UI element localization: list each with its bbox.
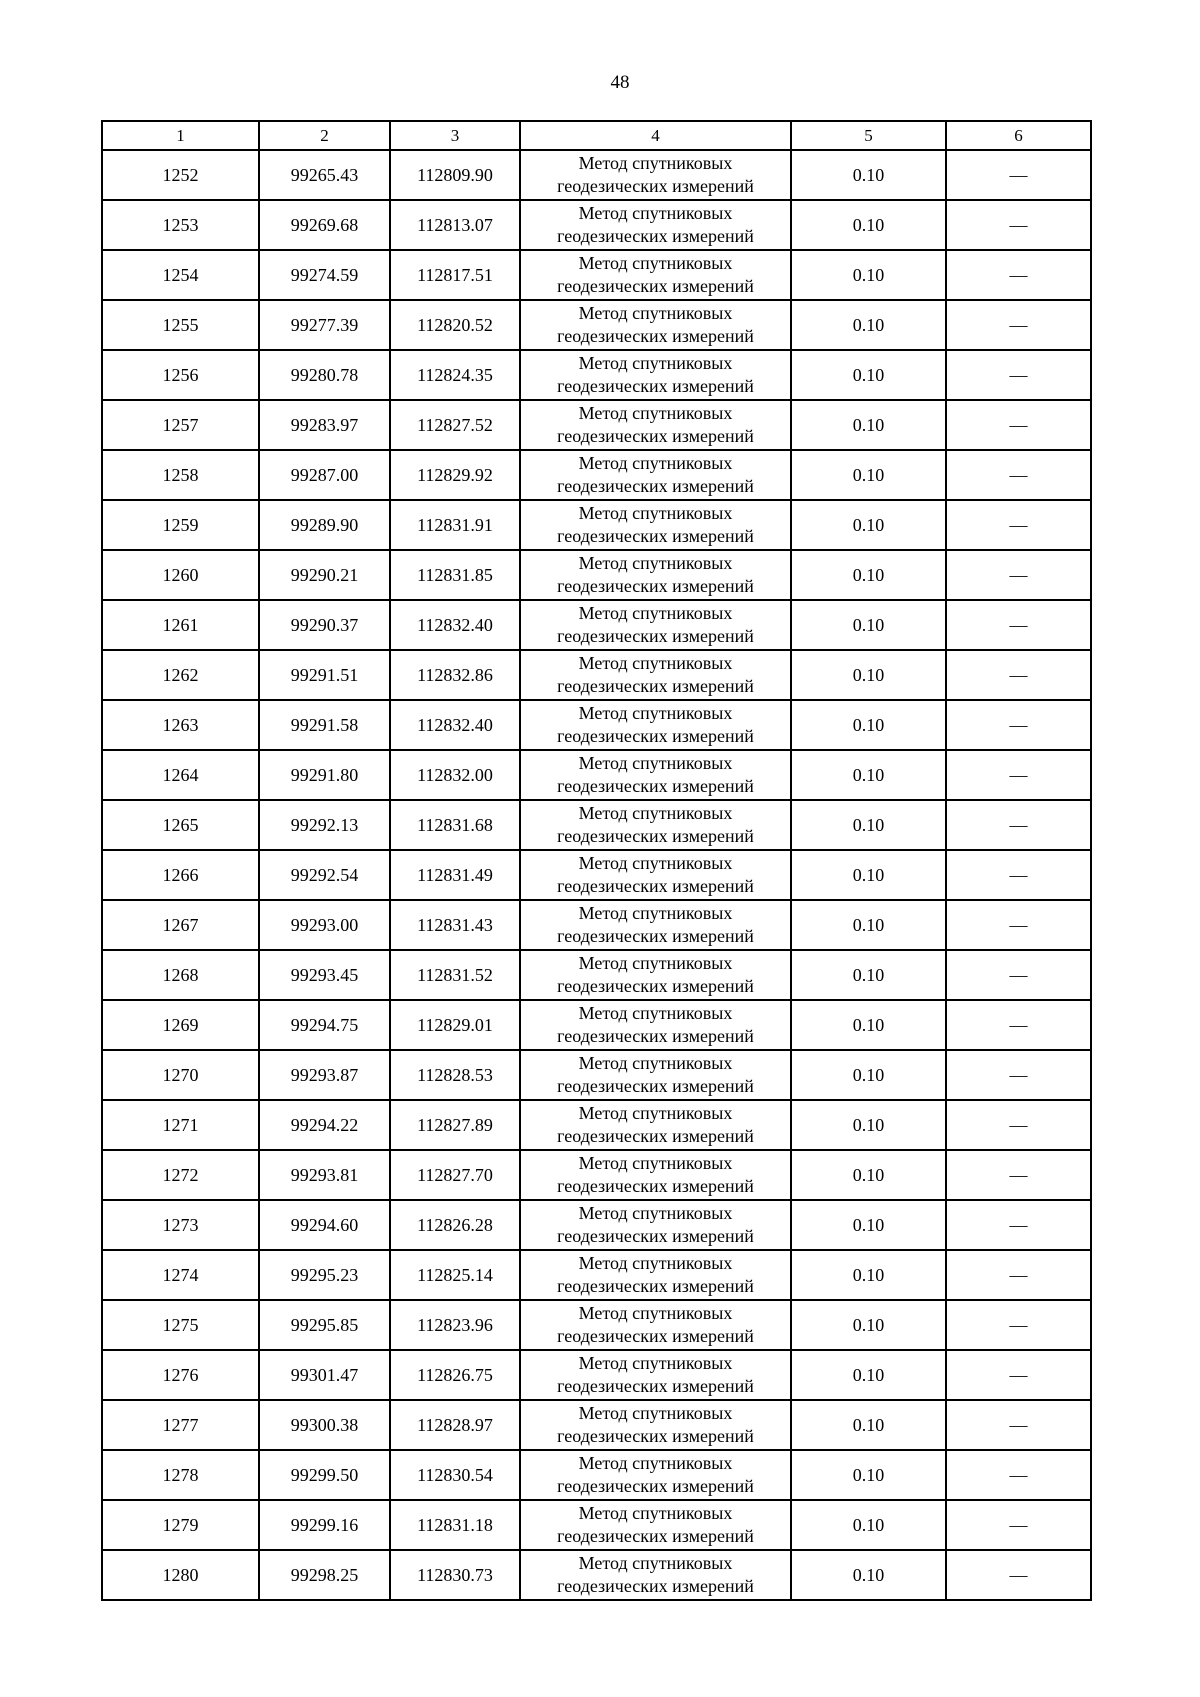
point-number-cell: 1272: [102, 1150, 259, 1200]
method-cell: [520, 200, 791, 250]
y-coordinate-cell: 112826.75: [390, 1350, 520, 1400]
accuracy-cell: 0.10: [791, 1450, 946, 1500]
method-line-1: Метод спутниковых: [578, 603, 733, 623]
y-coordinate-cell: 112829.01: [390, 1000, 520, 1050]
method-line-2: геодезических измерений: [557, 1376, 754, 1396]
y-coordinate-cell: 112809.90: [390, 150, 520, 200]
y-coordinate-cell: 112831.68: [390, 800, 520, 850]
note-cell: —: [946, 350, 1091, 400]
method-line-2: геодезических измерений: [557, 676, 754, 696]
point-number-cell: 1265: [102, 800, 259, 850]
method-cell: [520, 1100, 791, 1150]
accuracy-cell: 0.10: [791, 450, 946, 500]
accuracy-cell: 0.10: [791, 1300, 946, 1350]
note-cell: —: [946, 1500, 1091, 1550]
method-line-1: Метод спутниковых: [578, 1403, 733, 1423]
accuracy-cell: 0.10: [791, 250, 946, 300]
x-coordinate-cell: 99298.25: [259, 1550, 390, 1600]
accuracy-cell: 0.10: [791, 350, 946, 400]
table-row: [102, 350, 1091, 400]
point-number-cell: 1275: [102, 1300, 259, 1350]
x-coordinate-cell: 99295.85: [259, 1300, 390, 1350]
table-row: [102, 1300, 1091, 1350]
note-cell: —: [946, 150, 1091, 200]
y-coordinate-cell: 112831.49: [390, 850, 520, 900]
method-line-2: геодезических измерений: [557, 1426, 754, 1446]
table-row: [102, 600, 1091, 650]
point-number-cell: 1271: [102, 1100, 259, 1150]
accuracy-cell: 0.10: [791, 600, 946, 650]
y-coordinate-cell: 112831.43: [390, 900, 520, 950]
note-cell: —: [946, 950, 1091, 1000]
method-line-1: Метод спутниковых: [578, 953, 733, 973]
y-coordinate-cell: 112831.18: [390, 1500, 520, 1550]
note-cell: —: [946, 850, 1091, 900]
point-number-cell: 1256: [102, 350, 259, 400]
x-coordinate-cell: 99291.51: [259, 650, 390, 700]
x-coordinate-cell: 99291.80: [259, 750, 390, 800]
x-coordinate-cell: 99293.45: [259, 950, 390, 1000]
method-line-2: геодезических измерений: [557, 1276, 754, 1296]
table-row: [102, 150, 1091, 200]
table-row: [102, 300, 1091, 350]
x-coordinate-cell: 99289.90: [259, 500, 390, 550]
table-row: [102, 850, 1091, 900]
method-line-1: Метод спутниковых: [578, 1203, 733, 1223]
x-coordinate-cell: 99290.37: [259, 600, 390, 650]
method-cell: [520, 650, 791, 700]
x-coordinate-cell: 99292.54: [259, 850, 390, 900]
point-number-cell: 1254: [102, 250, 259, 300]
table-row: [102, 1500, 1091, 1550]
note-cell: —: [946, 900, 1091, 950]
method-line-1: Метод спутниковых: [578, 1153, 733, 1173]
method-cell: [520, 950, 791, 1000]
accuracy-cell: 0.10: [791, 850, 946, 900]
method-line-1: Метод спутниковых: [578, 803, 733, 823]
x-coordinate-cell: 99292.13: [259, 800, 390, 850]
point-number-cell: 1277: [102, 1400, 259, 1450]
note-cell: —: [946, 1250, 1091, 1300]
method-line-2: геодезических измерений: [557, 1226, 754, 1246]
accuracy-cell: 0.10: [791, 650, 946, 700]
note-cell: —: [946, 550, 1091, 600]
method-line-2: геодезических измерений: [557, 376, 754, 396]
accuracy-cell: 0.10: [791, 400, 946, 450]
x-coordinate-cell: 99299.50: [259, 1450, 390, 1500]
method-line-2: геодезических измерений: [557, 1326, 754, 1346]
point-number-cell: 1263: [102, 700, 259, 750]
header-col-6: 6: [946, 121, 1091, 150]
table-row: [102, 750, 1091, 800]
y-coordinate-cell: 112820.52: [390, 300, 520, 350]
header-col-2: 2: [259, 121, 390, 150]
method-cell: [520, 1200, 791, 1250]
y-coordinate-cell: 112825.14: [390, 1250, 520, 1300]
note-cell: —: [946, 1450, 1091, 1500]
method-line-2: геодезических измерений: [557, 926, 754, 946]
y-coordinate-cell: 112827.89: [390, 1100, 520, 1150]
accuracy-cell: 0.10: [791, 700, 946, 750]
note-cell: —: [946, 650, 1091, 700]
point-number-cell: 1252: [102, 150, 259, 200]
method-cell: [520, 1300, 791, 1350]
method-line-1: Метод спутниковых: [578, 753, 733, 773]
table-row: [102, 1450, 1091, 1500]
x-coordinate-cell: 99294.22: [259, 1100, 390, 1150]
y-coordinate-cell: 112827.70: [390, 1150, 520, 1200]
accuracy-cell: 0.10: [791, 1200, 946, 1250]
note-cell: —: [946, 1000, 1091, 1050]
table-row: [102, 400, 1091, 450]
method-cell: [520, 1150, 791, 1200]
accuracy-cell: 0.10: [791, 550, 946, 600]
y-coordinate-cell: 112828.53: [390, 1050, 520, 1100]
method-cell: [520, 1450, 791, 1500]
table-row: [102, 650, 1091, 700]
method-line-1: Метод спутниковых: [578, 1253, 733, 1273]
table-row: [102, 1200, 1091, 1250]
point-number-cell: 1260: [102, 550, 259, 600]
y-coordinate-cell: 112828.97: [390, 1400, 520, 1450]
note-cell: —: [946, 800, 1091, 850]
point-number-cell: 1274: [102, 1250, 259, 1300]
x-coordinate-cell: 99300.38: [259, 1400, 390, 1450]
method-line-1: Метод спутниковых: [578, 453, 733, 473]
accuracy-cell: 0.10: [791, 500, 946, 550]
note-cell: —: [946, 700, 1091, 750]
note-cell: —: [946, 600, 1091, 650]
x-coordinate-cell: 99287.00: [259, 450, 390, 500]
x-coordinate-cell: 99274.59: [259, 250, 390, 300]
point-number-cell: 1273: [102, 1200, 259, 1250]
y-coordinate-cell: 112823.96: [390, 1300, 520, 1350]
x-coordinate-cell: 99269.68: [259, 200, 390, 250]
method-line-2: геодезических измерений: [557, 526, 754, 546]
method-line-2: геодезических измерений: [557, 426, 754, 446]
note-cell: —: [946, 250, 1091, 300]
method-cell: [520, 1250, 791, 1300]
point-number-cell: 1261: [102, 600, 259, 650]
method-cell: [520, 900, 791, 950]
x-coordinate-cell: 99301.47: [259, 1350, 390, 1400]
method-cell: [520, 450, 791, 500]
method-line-1: Метод спутниковых: [578, 1303, 733, 1323]
method-line-1: Метод спутниковых: [578, 153, 733, 173]
method-line-2: геодезических измерений: [557, 726, 754, 746]
method-line-2: геодезических измерений: [557, 1176, 754, 1196]
y-coordinate-cell: 112830.73: [390, 1550, 520, 1600]
header-col-4: 4: [520, 121, 791, 150]
x-coordinate-cell: 99294.75: [259, 1000, 390, 1050]
method-line-1: Метод спутниковых: [578, 703, 733, 723]
table-row: [102, 1350, 1091, 1400]
table-body: [102, 150, 1091, 1600]
method-line-1: Метод спутниковых: [578, 1353, 733, 1373]
note-cell: —: [946, 1100, 1091, 1150]
note-cell: —: [946, 500, 1091, 550]
point-number-cell: 1257: [102, 400, 259, 450]
method-line-1: Метод спутниковых: [578, 353, 733, 373]
y-coordinate-cell: 112827.52: [390, 400, 520, 450]
accuracy-cell: 0.10: [791, 1400, 946, 1450]
method-cell: [520, 250, 791, 300]
accuracy-cell: 0.10: [791, 1350, 946, 1400]
note-cell: —: [946, 1400, 1091, 1450]
note-cell: —: [946, 400, 1091, 450]
table-row: [102, 250, 1091, 300]
table-row: [102, 900, 1091, 950]
table-row: [102, 1400, 1091, 1450]
method-cell: [520, 300, 791, 350]
note-cell: —: [946, 1550, 1091, 1600]
method-cell: [520, 400, 791, 450]
y-coordinate-cell: 112832.86: [390, 650, 520, 700]
method-cell: [520, 350, 791, 400]
point-number-cell: 1259: [102, 500, 259, 550]
method-line-1: Метод спутниковых: [578, 1103, 733, 1123]
table-row: [102, 550, 1091, 600]
point-number-cell: 1268: [102, 950, 259, 1000]
method-line-1: Метод спутниковых: [578, 1553, 733, 1573]
header-col-1: 1: [102, 121, 259, 150]
method-line-1: Метод спутниковых: [578, 1453, 733, 1473]
method-line-2: геодезических измерений: [557, 226, 754, 246]
table-row: [102, 1150, 1091, 1200]
method-line-1: Метод спутниковых: [578, 553, 733, 573]
note-cell: —: [946, 1150, 1091, 1200]
x-coordinate-cell: 99295.23: [259, 1250, 390, 1300]
method-cell: [520, 1000, 791, 1050]
table-row: [102, 1100, 1091, 1150]
note-cell: —: [946, 1300, 1091, 1350]
y-coordinate-cell: 112831.52: [390, 950, 520, 1000]
method-cell: [520, 150, 791, 200]
method-cell: [520, 550, 791, 600]
method-line-2: геодезических измерений: [557, 276, 754, 296]
y-coordinate-cell: 112831.91: [390, 500, 520, 550]
method-line-1: Метод спутниковых: [578, 203, 733, 223]
method-line-2: геодезических измерений: [557, 1026, 754, 1046]
point-number-cell: 1278: [102, 1450, 259, 1500]
x-coordinate-cell: 99293.87: [259, 1050, 390, 1100]
point-number-cell: 1262: [102, 650, 259, 700]
method-cell: [520, 1350, 791, 1400]
point-number-cell: 1276: [102, 1350, 259, 1400]
header-col-3: 3: [390, 121, 520, 150]
accuracy-cell: 0.10: [791, 1500, 946, 1550]
note-cell: —: [946, 1350, 1091, 1400]
method-line-1: Метод спутниковых: [578, 1503, 733, 1523]
accuracy-cell: 0.10: [791, 950, 946, 1000]
method-line-1: Метод спутниковых: [578, 653, 733, 673]
point-number-cell: 1280: [102, 1550, 259, 1600]
x-coordinate-cell: 99294.60: [259, 1200, 390, 1250]
note-cell: —: [946, 750, 1091, 800]
method-cell: [520, 700, 791, 750]
method-cell: [520, 800, 791, 850]
method-line-1: Метод спутниковых: [578, 503, 733, 523]
method-line-2: геодезических измерений: [557, 1076, 754, 1096]
method-line-2: геодезических измерений: [557, 1126, 754, 1146]
table-row: [102, 1000, 1091, 1050]
y-coordinate-cell: 112813.07: [390, 200, 520, 250]
point-number-cell: 1269: [102, 1000, 259, 1050]
table-row: [102, 200, 1091, 250]
method-cell: [520, 1400, 791, 1450]
accuracy-cell: 0.10: [791, 1100, 946, 1150]
point-number-cell: 1264: [102, 750, 259, 800]
method-cell: [520, 500, 791, 550]
method-line-1: Метод спутниковых: [578, 253, 733, 273]
accuracy-cell: 0.10: [791, 1150, 946, 1200]
method-line-2: геодезических измерений: [557, 626, 754, 646]
method-line-2: геодезических измерений: [557, 826, 754, 846]
accuracy-cell: 0.10: [791, 900, 946, 950]
y-coordinate-cell: 112817.51: [390, 250, 520, 300]
table-row: [102, 1550, 1091, 1600]
x-coordinate-cell: 99283.97: [259, 400, 390, 450]
method-line-1: Метод спутниковых: [578, 403, 733, 423]
note-cell: —: [946, 300, 1091, 350]
x-coordinate-cell: 99277.39: [259, 300, 390, 350]
note-cell: —: [946, 450, 1091, 500]
point-number-cell: 1255: [102, 300, 259, 350]
method-cell: [520, 1550, 791, 1600]
table-header-row: [102, 121, 1091, 150]
accuracy-cell: 0.10: [791, 1550, 946, 1600]
header-col-5: 5: [791, 121, 946, 150]
page-number: 48: [610, 72, 630, 93]
y-coordinate-cell: 112832.40: [390, 700, 520, 750]
coordinates-table: [101, 120, 1092, 1601]
method-cell: [520, 1500, 791, 1550]
y-coordinate-cell: 112824.35: [390, 350, 520, 400]
x-coordinate-cell: 99293.81: [259, 1150, 390, 1200]
point-number-cell: 1266: [102, 850, 259, 900]
x-coordinate-cell: 99299.16: [259, 1500, 390, 1550]
point-number-cell: 1253: [102, 200, 259, 250]
method-line-2: геодезических измерений: [557, 776, 754, 796]
method-line-2: геодезических измерений: [557, 1526, 754, 1546]
accuracy-cell: 0.10: [791, 1050, 946, 1100]
note-cell: —: [946, 1050, 1091, 1100]
x-coordinate-cell: 99280.78: [259, 350, 390, 400]
note-cell: —: [946, 200, 1091, 250]
method-line-2: геодезических измерений: [557, 326, 754, 346]
table-row: [102, 1050, 1091, 1100]
method-line-2: геодезических измерений: [557, 976, 754, 996]
accuracy-cell: 0.10: [791, 150, 946, 200]
table-row: [102, 950, 1091, 1000]
method-cell: [520, 1050, 791, 1100]
note-cell: —: [946, 1200, 1091, 1250]
table-row: [102, 700, 1091, 750]
method-line-2: геодезических измерений: [557, 876, 754, 896]
y-coordinate-cell: 112829.92: [390, 450, 520, 500]
point-number-cell: 1270: [102, 1050, 259, 1100]
method-cell: [520, 850, 791, 900]
point-number-cell: 1267: [102, 900, 259, 950]
method-cell: [520, 600, 791, 650]
method-line-2: геодезических измерений: [557, 1576, 754, 1596]
accuracy-cell: 0.10: [791, 1250, 946, 1300]
method-line-1: Метод спутниковых: [578, 303, 733, 323]
table-row: [102, 450, 1091, 500]
accuracy-cell: 0.10: [791, 750, 946, 800]
x-coordinate-cell: 99293.00: [259, 900, 390, 950]
y-coordinate-cell: 112826.28: [390, 1200, 520, 1250]
method-line-1: Метод спутниковых: [578, 1003, 733, 1023]
y-coordinate-cell: 112832.40: [390, 600, 520, 650]
point-number-cell: 1279: [102, 1500, 259, 1550]
accuracy-cell: 0.10: [791, 1000, 946, 1050]
y-coordinate-cell: 112832.00: [390, 750, 520, 800]
method-line-1: Метод спутниковых: [578, 903, 733, 923]
method-line-2: геодезических измерений: [557, 1476, 754, 1496]
method-line-2: геодезических измерений: [557, 576, 754, 596]
x-coordinate-cell: 99290.21: [259, 550, 390, 600]
y-coordinate-cell: 112830.54: [390, 1450, 520, 1500]
table-row: [102, 500, 1091, 550]
accuracy-cell: 0.10: [791, 300, 946, 350]
y-coordinate-cell: 112831.85: [390, 550, 520, 600]
accuracy-cell: 0.10: [791, 200, 946, 250]
accuracy-cell: 0.10: [791, 800, 946, 850]
method-cell: [520, 750, 791, 800]
x-coordinate-cell: 99265.43: [259, 150, 390, 200]
method-line-1: Метод спутниковых: [578, 1053, 733, 1073]
table-row: [102, 800, 1091, 850]
method-line-2: геодезических измерений: [557, 176, 754, 196]
method-line-2: геодезических измерений: [557, 476, 754, 496]
x-coordinate-cell: 99291.58: [259, 700, 390, 750]
table-row: [102, 1250, 1091, 1300]
method-line-1: Метод спутниковых: [578, 853, 733, 873]
point-number-cell: 1258: [102, 450, 259, 500]
